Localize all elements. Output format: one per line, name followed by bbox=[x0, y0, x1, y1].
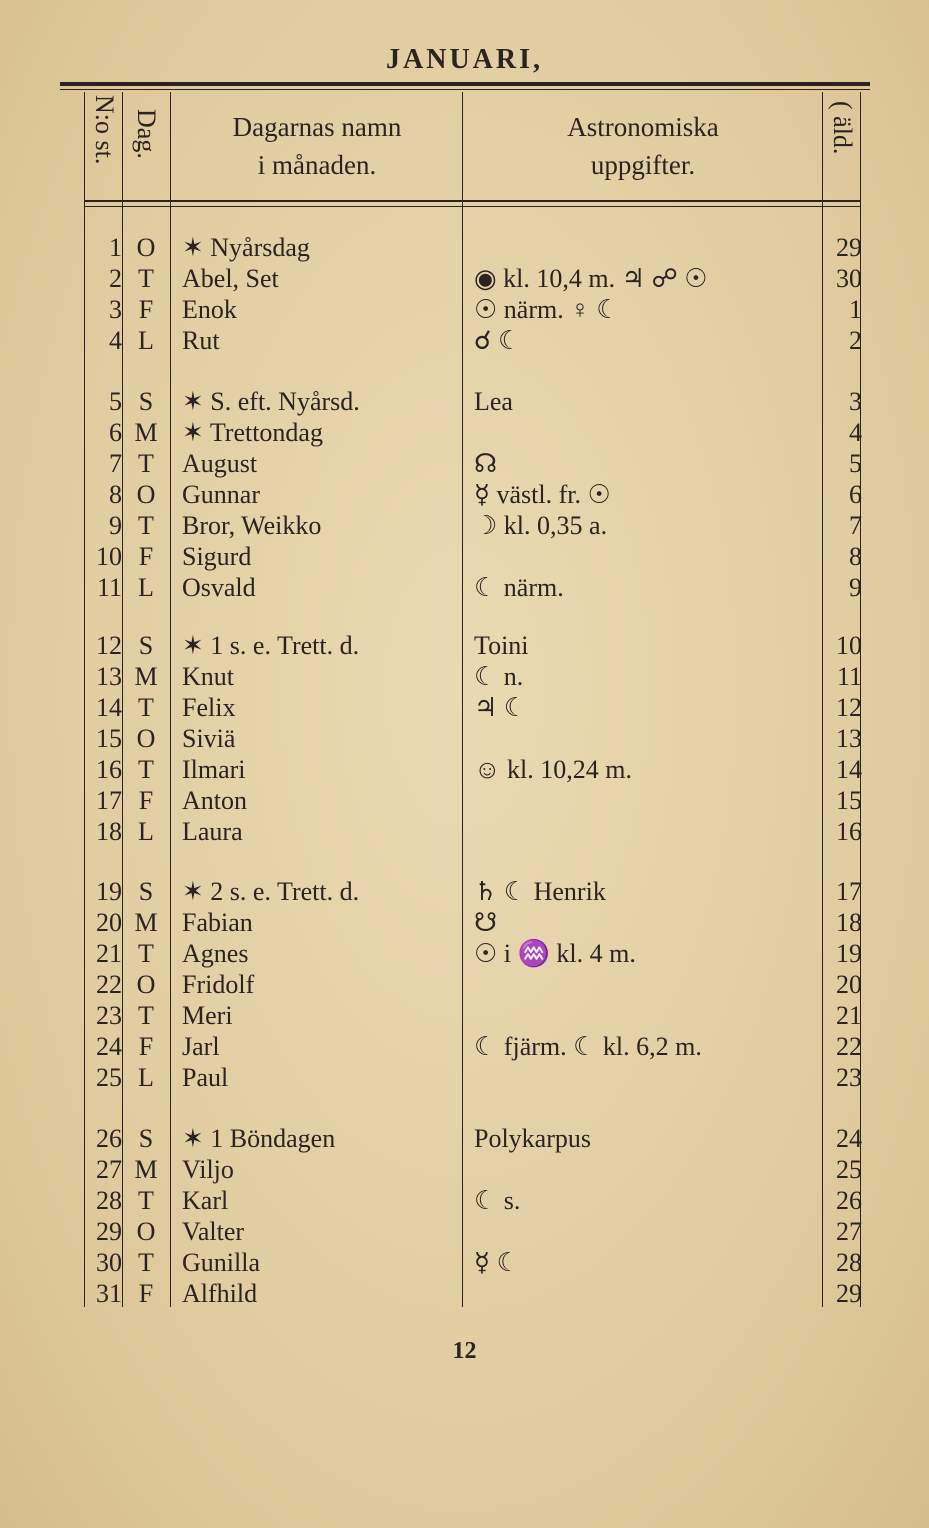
day-name: Gunnar bbox=[182, 480, 260, 509]
astronomical-note: Lea bbox=[474, 387, 513, 416]
day-name: Fabian bbox=[182, 908, 253, 937]
weekday-letter: M bbox=[134, 662, 158, 691]
day-name: ✶ Nyårsdag bbox=[182, 233, 310, 262]
header-name-line2: i månaden. bbox=[257, 150, 377, 180]
day-row bbox=[0, 876, 929, 907]
old-style-date: 8 bbox=[849, 542, 862, 571]
day-number: 5 bbox=[109, 387, 122, 416]
old-style-date: 27 bbox=[836, 1217, 862, 1246]
day-number: 21 bbox=[96, 939, 122, 968]
day-row bbox=[0, 969, 929, 1000]
day-name: Sigurd bbox=[182, 542, 252, 571]
weekday-letter: T bbox=[138, 1248, 154, 1277]
day-row bbox=[0, 1031, 929, 1062]
week-group-5 bbox=[0, 1123, 929, 1309]
old-style-date: 6 bbox=[849, 480, 862, 509]
day-name: August bbox=[182, 449, 258, 478]
header-bottom-rule-2 bbox=[84, 206, 860, 207]
day-name: Knut bbox=[182, 662, 234, 691]
day-row bbox=[0, 294, 929, 325]
day-name: ✶ S. eft. Nyårsd. bbox=[182, 387, 360, 416]
day-row bbox=[0, 479, 929, 510]
day-number: 24 bbox=[96, 1032, 122, 1061]
header-astro bbox=[464, 108, 822, 184]
day-name: Osvald bbox=[182, 573, 256, 602]
day-number: 9 bbox=[109, 511, 122, 540]
old-style-date: 12 bbox=[836, 693, 862, 722]
old-style-date: 9 bbox=[849, 573, 862, 602]
day-name: ✶ Trettondag bbox=[182, 418, 323, 447]
day-number: 30 bbox=[96, 1248, 122, 1277]
day-number: 26 bbox=[96, 1124, 122, 1153]
day-row bbox=[0, 510, 929, 541]
old-style-date: 15 bbox=[836, 786, 862, 815]
day-name: ✶ 1 Böndagen bbox=[182, 1124, 336, 1153]
day-number: 17 bbox=[96, 786, 122, 815]
old-style-date: 24 bbox=[836, 1124, 862, 1153]
day-row bbox=[0, 1247, 929, 1278]
day-number: 3 bbox=[109, 295, 122, 324]
weekday-letter: M bbox=[134, 418, 158, 447]
old-style-date: 29 bbox=[836, 233, 862, 262]
day-number: 20 bbox=[96, 908, 122, 937]
day-row bbox=[0, 907, 929, 938]
week-group-2 bbox=[0, 386, 929, 603]
astronomical-note: ☾ fjärm. ☾ kl. 6,2 m. bbox=[474, 1032, 702, 1061]
old-style-date: 23 bbox=[836, 1063, 862, 1092]
day-number: 16 bbox=[96, 755, 122, 784]
day-row bbox=[0, 263, 929, 294]
old-style-date: 5 bbox=[849, 449, 862, 478]
weekday-letter: T bbox=[138, 755, 154, 784]
old-style-date: 28 bbox=[836, 1248, 862, 1277]
day-number: 31 bbox=[96, 1279, 122, 1308]
day-number: 4 bbox=[109, 326, 122, 355]
day-name: Jarl bbox=[182, 1032, 220, 1061]
day-row bbox=[0, 386, 929, 417]
astronomical-note: ☾ s. bbox=[474, 1186, 521, 1215]
day-number: 14 bbox=[96, 693, 122, 722]
day-name: Felix bbox=[182, 693, 236, 722]
day-number: 11 bbox=[96, 573, 122, 602]
astronomical-note: ☾ närm. bbox=[474, 573, 564, 602]
header-dag: Dag. bbox=[132, 109, 161, 159]
weekday-letter: F bbox=[138, 542, 154, 571]
week-group-4 bbox=[0, 876, 929, 1093]
day-row bbox=[0, 1062, 929, 1093]
day-number: 1 bbox=[109, 233, 122, 262]
day-number: 15 bbox=[96, 724, 122, 753]
day-number: 10 bbox=[96, 542, 122, 571]
day-row bbox=[0, 816, 929, 847]
day-name: Karl bbox=[182, 1186, 229, 1215]
header-astro-line2: uppgifter. bbox=[590, 150, 696, 180]
weekday-letter: T bbox=[138, 264, 154, 293]
weekday-letter: T bbox=[138, 1186, 154, 1215]
astronomical-note: ☾ n. bbox=[474, 662, 524, 691]
day-row bbox=[0, 1185, 929, 1216]
old-style-date: 10 bbox=[836, 631, 862, 660]
day-name: Valter bbox=[182, 1217, 245, 1246]
day-name: Alfhild bbox=[182, 1279, 258, 1308]
weekday-letter: O bbox=[136, 1217, 156, 1246]
astronomical-note: Toini bbox=[474, 631, 529, 660]
old-style-date: 17 bbox=[836, 877, 862, 906]
weekday-letter: T bbox=[138, 511, 154, 540]
old-style-date: 11 bbox=[836, 662, 862, 691]
header-num: N:o st. bbox=[90, 95, 119, 165]
day-name: ✶ 2 s. e. Trett. d. bbox=[182, 877, 360, 906]
day-name: Viljo bbox=[182, 1155, 234, 1184]
day-name: Agnes bbox=[182, 939, 249, 968]
day-number: 29 bbox=[96, 1217, 122, 1246]
week-group-3 bbox=[0, 630, 929, 847]
astronomical-note: ☋ bbox=[474, 908, 498, 937]
day-name: Enok bbox=[182, 295, 237, 324]
header-name bbox=[172, 108, 462, 184]
astronomical-note: ♃ ☾ bbox=[474, 693, 528, 722]
day-row bbox=[0, 448, 929, 479]
old-style-date: 22 bbox=[836, 1032, 862, 1061]
day-name: Meri bbox=[182, 1001, 233, 1030]
weekday-letter: L bbox=[138, 1063, 154, 1092]
weekday-letter: L bbox=[138, 817, 154, 846]
weekday-letter: T bbox=[138, 449, 154, 478]
old-style-date: 3 bbox=[849, 387, 862, 416]
astronomical-note: Polykarpus bbox=[474, 1124, 591, 1153]
day-row bbox=[0, 325, 929, 356]
day-name: Bror, Weikko bbox=[182, 511, 322, 540]
day-row bbox=[0, 572, 929, 603]
header-astro-line1: Astronomiska bbox=[567, 112, 719, 142]
old-style-date: 4 bbox=[849, 418, 862, 447]
day-row bbox=[0, 1216, 929, 1247]
old-style-date: 25 bbox=[836, 1155, 862, 1184]
day-name: Paul bbox=[182, 1063, 229, 1092]
day-row bbox=[0, 630, 929, 661]
page-title: JANUARI, bbox=[386, 44, 543, 75]
week-group-1 bbox=[0, 232, 929, 356]
day-name: Ilmari bbox=[182, 755, 246, 784]
day-name: Fridolf bbox=[182, 970, 255, 999]
weekday-letter: F bbox=[138, 295, 154, 324]
day-row bbox=[0, 417, 929, 448]
day-row bbox=[0, 1278, 929, 1309]
astronomical-note: ☊ bbox=[474, 449, 498, 478]
astronomical-note: ☽ kl. 0,35 a. bbox=[474, 511, 608, 540]
day-number: 6 bbox=[109, 418, 122, 447]
day-number: 2 bbox=[109, 264, 122, 293]
astronomical-note: ☿ västl. fr. ☉ bbox=[474, 480, 611, 509]
weekday-letter: T bbox=[138, 693, 154, 722]
old-style-date: 29 bbox=[836, 1279, 862, 1308]
day-number: 7 bbox=[109, 449, 122, 478]
weekday-letter: F bbox=[138, 1279, 154, 1308]
weekday-letter: O bbox=[136, 233, 156, 262]
day-number: 19 bbox=[96, 877, 122, 906]
astronomical-note: ◉ kl. 10,4 m. ♃ ☍ ☉ bbox=[474, 264, 708, 293]
astronomical-note: ☉ i ♒ kl. 4 m. bbox=[474, 939, 636, 968]
day-number: 25 bbox=[96, 1063, 122, 1092]
day-name: Rut bbox=[182, 326, 220, 355]
top-thin-rule bbox=[60, 89, 870, 90]
day-row bbox=[0, 541, 929, 572]
day-number: 23 bbox=[96, 1001, 122, 1030]
astronomical-note: ☌ ☾ bbox=[474, 326, 522, 355]
day-name: Siviä bbox=[182, 724, 236, 753]
day-row bbox=[0, 938, 929, 969]
day-row bbox=[0, 785, 929, 816]
astronomical-note: ☉ närm. ♀ ☾ bbox=[474, 295, 620, 324]
day-number: 8 bbox=[109, 480, 122, 509]
day-row bbox=[0, 1000, 929, 1031]
weekday-letter: O bbox=[136, 970, 156, 999]
weekday-letter: O bbox=[136, 480, 156, 509]
astronomical-note: ☺ kl. 10,24 m. bbox=[474, 755, 632, 784]
astronomical-note: ♄ ☾ Henrik bbox=[474, 877, 606, 906]
old-style-date: 13 bbox=[836, 724, 862, 753]
day-row bbox=[0, 1154, 929, 1185]
weekday-letter: S bbox=[138, 877, 154, 906]
day-number: 22 bbox=[96, 970, 122, 999]
day-row bbox=[0, 754, 929, 785]
day-number: 27 bbox=[96, 1155, 122, 1184]
weekday-letter: F bbox=[138, 1032, 154, 1061]
day-number: 18 bbox=[96, 817, 122, 846]
weekday-letter: M bbox=[134, 908, 158, 937]
weekday-letter: S bbox=[138, 387, 154, 416]
day-name: Laura bbox=[182, 817, 243, 846]
day-row bbox=[0, 661, 929, 692]
old-style-date: 2 bbox=[849, 326, 862, 355]
header-bottom-rule bbox=[84, 200, 860, 202]
weekday-letter: T bbox=[138, 939, 154, 968]
weekday-letter: M bbox=[134, 1155, 158, 1184]
day-name: Anton bbox=[182, 786, 247, 815]
weekday-letter: L bbox=[138, 573, 154, 602]
old-style-date: 30 bbox=[836, 264, 862, 293]
day-row bbox=[0, 723, 929, 754]
top-double-rule bbox=[60, 82, 870, 86]
weekday-letter: T bbox=[138, 1001, 154, 1030]
day-row bbox=[0, 1123, 929, 1154]
old-style-date: 20 bbox=[836, 970, 862, 999]
weekday-letter: O bbox=[136, 724, 156, 753]
weekday-letter: L bbox=[138, 326, 154, 355]
day-row bbox=[0, 232, 929, 263]
page-number: 12 bbox=[452, 1338, 477, 1364]
old-style-date: 16 bbox=[836, 817, 862, 846]
old-style-date: 26 bbox=[836, 1186, 862, 1215]
day-row bbox=[0, 692, 929, 723]
old-style-date: 7 bbox=[849, 511, 862, 540]
day-name: Abel, Set bbox=[182, 264, 279, 293]
header-old: ( äld. bbox=[828, 101, 857, 155]
day-number: 13 bbox=[96, 662, 122, 691]
old-style-date: 14 bbox=[836, 755, 862, 784]
old-style-date: 18 bbox=[836, 908, 862, 937]
astronomical-note: ☿ ☾ bbox=[474, 1248, 520, 1277]
old-style-date: 1 bbox=[849, 295, 862, 324]
old-style-date: 19 bbox=[836, 939, 862, 968]
day-number: 12 bbox=[96, 631, 122, 660]
header-name-line1: Dagarnas namn bbox=[232, 112, 402, 142]
day-name: ✶ 1 s. e. Trett. d. bbox=[182, 631, 360, 660]
weekday-letter: S bbox=[138, 1124, 154, 1153]
old-style-date: 21 bbox=[836, 1001, 862, 1030]
day-name: Gunilla bbox=[182, 1248, 260, 1277]
day-number: 28 bbox=[96, 1186, 122, 1215]
weekday-letter: S bbox=[138, 631, 154, 660]
weekday-letter: F bbox=[138, 786, 154, 815]
